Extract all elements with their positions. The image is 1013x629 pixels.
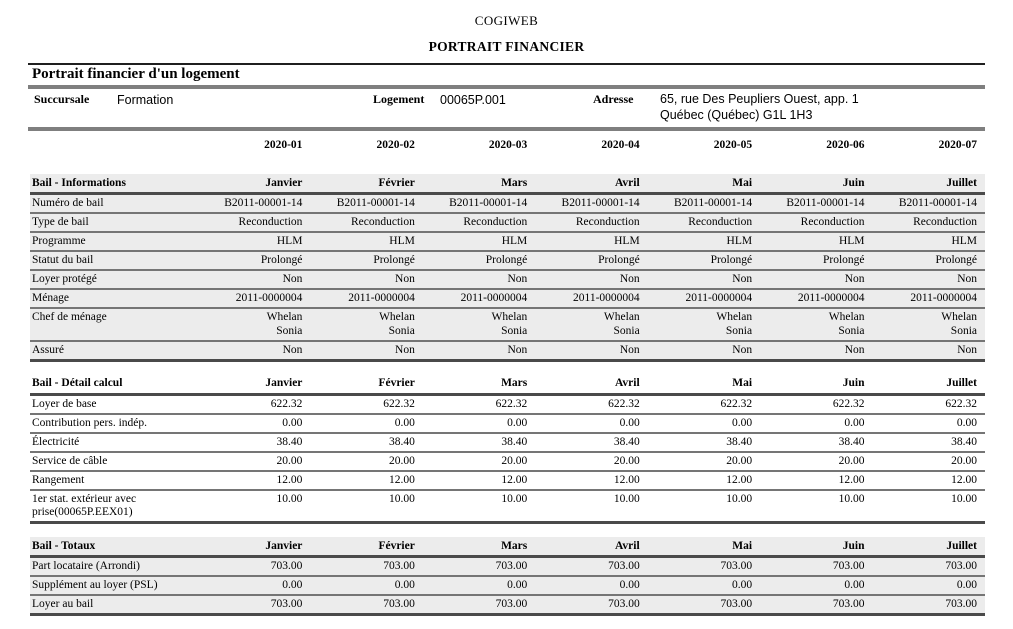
- row-value: 38.40: [535, 433, 647, 452]
- row-value: B2011-00001-14: [760, 194, 872, 214]
- top-divider: [28, 63, 985, 65]
- row-value: Non: [198, 341, 310, 361]
- table-row: [30, 471, 985, 490]
- value-line: Whelan: [941, 311, 977, 323]
- financial-table: [30, 134, 985, 616]
- row-value: 622.32: [873, 394, 985, 414]
- row-value: [310, 308, 422, 341]
- month-header: Janvier: [198, 374, 310, 394]
- row-value: 0.00: [310, 414, 422, 433]
- row-value: 0.00: [198, 576, 310, 595]
- row-value: Non: [873, 270, 985, 289]
- table-row: [30, 194, 985, 214]
- row-value: HLM: [198, 232, 310, 251]
- row-value: Reconduction: [760, 213, 872, 232]
- month-header: Juillet: [873, 174, 985, 194]
- row-value: HLM: [423, 232, 535, 251]
- section-title: Bail - Totaux: [30, 537, 198, 557]
- row-value: Prolongé: [873, 251, 985, 270]
- row-label: Électricité: [30, 433, 198, 452]
- value-line: Whelan: [828, 311, 865, 323]
- row-value: 703.00: [535, 595, 647, 615]
- month-header: Avril: [535, 174, 647, 194]
- row-value: B2011-00001-14: [423, 194, 535, 214]
- row-value: 12.00: [648, 471, 760, 490]
- spacer-cell: [30, 523, 985, 537]
- row-value: 2011-0000004: [198, 289, 310, 308]
- row-value: 12.00: [310, 471, 422, 490]
- row-value: 38.40: [310, 433, 422, 452]
- month-header: Février: [310, 374, 422, 394]
- row-value: 38.40: [873, 433, 985, 452]
- value-line: Sonia: [725, 324, 753, 337]
- row-value: 622.32: [423, 394, 535, 414]
- row-value: HLM: [873, 232, 985, 251]
- row-value: Non: [873, 341, 985, 361]
- row-value: 622.32: [760, 394, 872, 414]
- row-value: 10.00: [535, 490, 647, 523]
- unit-info-bar: [0, 89, 1013, 127]
- adresse-line-1: 65, rue Des Peupliers Ouest, app. 1: [660, 92, 859, 106]
- adresse-value: [660, 91, 859, 123]
- table-row: [30, 341, 985, 361]
- row-value: 703.00: [648, 595, 760, 615]
- row-value: 703.00: [310, 595, 422, 615]
- row-value: 20.00: [648, 452, 760, 471]
- section-spacer: [30, 157, 985, 174]
- row-value: 12.00: [535, 471, 647, 490]
- logement-label: Logement: [373, 92, 425, 106]
- row-value: 703.00: [873, 595, 985, 615]
- value-line: Whelan: [266, 311, 303, 323]
- section-header-row: [30, 537, 985, 557]
- row-value: HLM: [648, 232, 760, 251]
- section-spacer: [30, 523, 985, 537]
- row-value: 12.00: [423, 471, 535, 490]
- row-value: [873, 308, 985, 341]
- period-header: 2020-05: [713, 139, 753, 151]
- month-header: Janvier: [198, 537, 310, 557]
- month-header: Avril: [535, 537, 647, 557]
- section-header-row: [30, 374, 985, 394]
- row-value: Non: [760, 270, 872, 289]
- row-value: 10.00: [648, 490, 760, 523]
- spacer-cell: [30, 360, 985, 374]
- row-value: [648, 308, 760, 341]
- row-value: Non: [760, 341, 872, 361]
- row-value: 703.00: [648, 557, 760, 577]
- row-value: [535, 308, 647, 341]
- row-value: HLM: [535, 232, 647, 251]
- table-row: [30, 213, 985, 232]
- row-value: 0.00: [423, 414, 535, 433]
- row-value: 38.40: [423, 433, 535, 452]
- month-header: Février: [310, 537, 422, 557]
- period-header: 2020-07: [938, 139, 977, 151]
- row-value: 38.40: [760, 433, 872, 452]
- row-value: B2011-00001-14: [198, 194, 310, 214]
- adresse-label: Adresse: [593, 92, 634, 106]
- row-value: 0.00: [760, 414, 872, 433]
- row-value: 0.00: [535, 414, 647, 433]
- table-row: [30, 490, 985, 523]
- row-value: 2011-0000004: [310, 289, 422, 308]
- value-line: Sonia: [388, 324, 415, 337]
- row-value: 20.00: [873, 452, 985, 471]
- period-row-label: [30, 134, 198, 157]
- row-value: 0.00: [648, 414, 760, 433]
- row-value: 20.00: [198, 452, 310, 471]
- table-row: [30, 414, 985, 433]
- spacer-cell: [30, 157, 985, 174]
- row-value: HLM: [310, 232, 422, 251]
- report-title: PORTRAIT FINANCIER: [428, 39, 585, 54]
- table-row: [30, 289, 985, 308]
- row-value: 12.00: [198, 471, 310, 490]
- value-line: Whelan: [379, 311, 415, 323]
- table-row: [30, 232, 985, 251]
- value-line: Whelan: [491, 311, 528, 323]
- row-value: Reconduction: [423, 213, 535, 232]
- row-value: Non: [310, 341, 422, 361]
- row-label: Loyer au bail: [30, 595, 198, 615]
- row-value: 703.00: [760, 557, 872, 577]
- period-header: 2020-01: [264, 139, 303, 151]
- succursale-value: Formation: [117, 93, 174, 107]
- month-header: Mai: [648, 537, 760, 557]
- row-label: Loyer protégé: [30, 270, 198, 289]
- table-row: [30, 251, 985, 270]
- month-header: Janvier: [198, 174, 310, 194]
- row-value: 703.00: [310, 557, 422, 577]
- row-value: 622.32: [648, 394, 760, 414]
- row-value: Non: [648, 341, 760, 361]
- row-value: B2011-00001-14: [310, 194, 422, 214]
- table-row: [30, 394, 985, 414]
- row-label: Chef de ménage: [30, 308, 198, 341]
- row-value: B2011-00001-14: [873, 194, 985, 214]
- succursale-label: Succursale: [34, 92, 90, 106]
- month-header: Mars: [423, 374, 535, 394]
- info-divider: [28, 127, 985, 131]
- row-value: 2011-0000004: [760, 289, 872, 308]
- value-line: Sonia: [276, 324, 303, 337]
- row-label: Ménage: [30, 289, 198, 308]
- value-line: Sonia: [613, 324, 640, 337]
- section-header-row: [30, 174, 985, 194]
- row-value: 12.00: [760, 471, 872, 490]
- month-header: Juillet: [873, 537, 985, 557]
- row-value: Non: [423, 341, 535, 361]
- row-value: 10.00: [760, 490, 872, 523]
- row-label: Loyer de base: [30, 394, 198, 414]
- table-row: [30, 270, 985, 289]
- row-label: Assuré: [30, 341, 198, 361]
- row-value: Prolongé: [648, 251, 760, 270]
- month-header: Avril: [535, 374, 647, 394]
- section-spacer: [30, 360, 985, 374]
- adresse-line-2: Québec (Québec) G1L 1H3: [660, 108, 813, 122]
- row-value: Prolongé: [423, 251, 535, 270]
- month-header: Juillet: [873, 374, 985, 394]
- row-value: 0.00: [423, 576, 535, 595]
- value-line: Sonia: [501, 324, 528, 337]
- period-header: 2020-03: [488, 139, 528, 151]
- row-label: Contribution pers. indép.: [30, 414, 198, 433]
- row-value: Non: [535, 341, 647, 361]
- row-value: Reconduction: [648, 213, 760, 232]
- month-header: Février: [310, 174, 422, 194]
- row-value: 703.00: [198, 595, 310, 615]
- row-value: 703.00: [873, 557, 985, 577]
- section-title: Bail - Détail calcul: [30, 374, 198, 394]
- row-value: 2011-0000004: [423, 289, 535, 308]
- value-line: Whelan: [716, 311, 753, 323]
- row-value: 2011-0000004: [535, 289, 647, 308]
- row-label: Rangement: [30, 471, 198, 490]
- row-value: 20.00: [423, 452, 535, 471]
- row-value: 2011-0000004: [648, 289, 760, 308]
- table-row: [30, 595, 985, 615]
- row-label: Programme: [30, 232, 198, 251]
- row-value: 0.00: [760, 576, 872, 595]
- row-value: Prolongé: [198, 251, 310, 270]
- row-value: B2011-00001-14: [648, 194, 760, 214]
- row-value: Non: [423, 270, 535, 289]
- row-value: 703.00: [198, 557, 310, 577]
- row-label: Supplément au loyer (PSL): [30, 576, 198, 595]
- row-value: Prolongé: [310, 251, 422, 270]
- row-value: 12.00: [873, 471, 985, 490]
- row-label: Numéro de bail: [30, 194, 198, 214]
- row-value: 0.00: [535, 576, 647, 595]
- row-value: 703.00: [423, 557, 535, 577]
- value-line: Sonia: [838, 324, 865, 337]
- value-line: Sonia: [950, 324, 977, 337]
- row-value: B2011-00001-14: [535, 194, 647, 214]
- row-value: 10.00: [423, 490, 535, 523]
- row-value: 20.00: [535, 452, 647, 471]
- row-value: 2011-0000004: [873, 289, 985, 308]
- row-value: Non: [535, 270, 647, 289]
- period-header: 2020-06: [826, 139, 865, 151]
- row-value: Reconduction: [535, 213, 647, 232]
- page-title: Portrait financier d'un logement: [32, 66, 240, 82]
- row-value: 703.00: [423, 595, 535, 615]
- row-value: [760, 308, 872, 341]
- row-value: 10.00: [310, 490, 422, 523]
- row-value: 0.00: [648, 576, 760, 595]
- row-value: Non: [310, 270, 422, 289]
- month-header: Mai: [648, 174, 760, 194]
- row-value: 703.00: [535, 557, 647, 577]
- row-value: 0.00: [873, 414, 985, 433]
- row-value: 10.00: [198, 490, 310, 523]
- app-title: COGIWEB: [474, 13, 539, 28]
- period-header: 2020-04: [601, 139, 640, 151]
- row-label: Type de bail: [30, 213, 198, 232]
- table-row: [30, 433, 985, 452]
- row-value: Reconduction: [873, 213, 985, 232]
- logement-value: 00065P.001: [440, 93, 506, 107]
- table-row: [30, 308, 985, 341]
- row-value: 622.32: [535, 394, 647, 414]
- period-header: 2020-02: [376, 139, 415, 151]
- row-value: Non: [198, 270, 310, 289]
- month-header: Juin: [760, 374, 872, 394]
- value-line: Whelan: [603, 311, 640, 323]
- row-value: 20.00: [310, 452, 422, 471]
- table-row: [30, 557, 985, 577]
- row-value: 20.00: [760, 452, 872, 471]
- row-value: Non: [648, 270, 760, 289]
- month-header: Mars: [423, 174, 535, 194]
- month-header: Juin: [760, 174, 872, 194]
- row-value: 0.00: [310, 576, 422, 595]
- row-value: 703.00: [760, 595, 872, 615]
- period-header-row: [30, 134, 985, 157]
- row-value: [423, 308, 535, 341]
- month-header: Juin: [760, 537, 872, 557]
- row-value: [198, 308, 310, 341]
- section-title: Bail - Informations: [30, 174, 198, 194]
- month-header: Mai: [648, 374, 760, 394]
- table-row: [30, 452, 985, 471]
- table-row: [30, 576, 985, 595]
- row-label: 1er stat. extérieur avec prise(00065P.EEX01): [30, 490, 198, 523]
- row-value: 622.32: [198, 394, 310, 414]
- row-value: 38.40: [648, 433, 760, 452]
- row-label: Part locataire (Arrondi): [30, 557, 198, 577]
- month-header: Mars: [423, 537, 535, 557]
- row-value: 0.00: [873, 576, 985, 595]
- row-label: Statut du bail: [30, 251, 198, 270]
- row-value: Prolongé: [760, 251, 872, 270]
- row-value: 622.32: [310, 394, 422, 414]
- row-label: Service de câble: [30, 452, 198, 471]
- row-value: 38.40: [198, 433, 310, 452]
- row-value: Reconduction: [198, 213, 310, 232]
- row-value: 10.00: [873, 490, 985, 523]
- row-value: HLM: [760, 232, 872, 251]
- row-value: Prolongé: [535, 251, 647, 270]
- row-value: Reconduction: [310, 213, 422, 232]
- row-value: 0.00: [198, 414, 310, 433]
